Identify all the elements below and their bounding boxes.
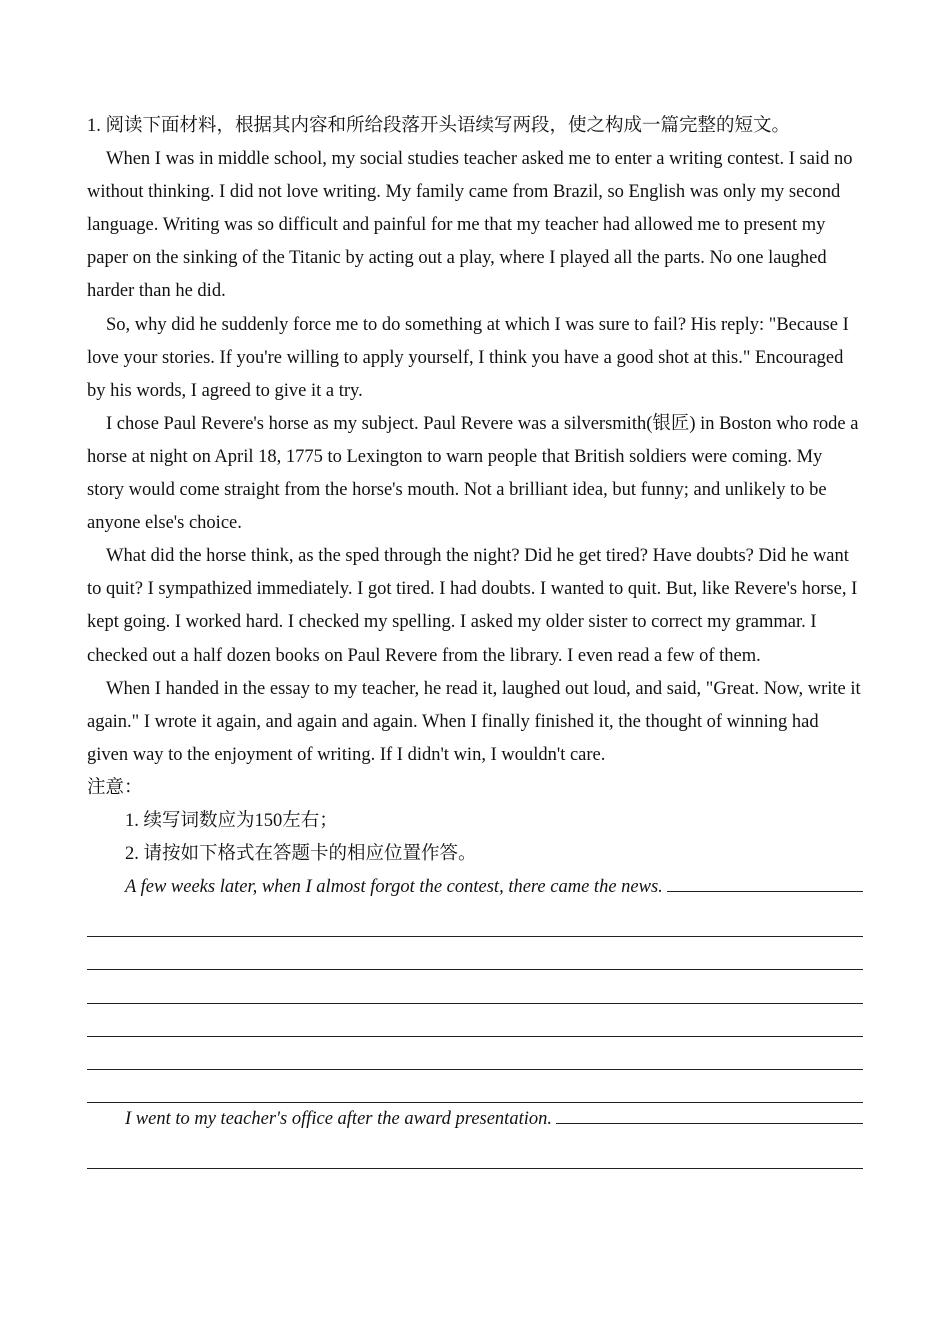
passage-paragraph: I chose Paul Revere's horse as my subject. Paul Revere was a silversmith(银匠) in Boston who rode a horse at night on April 18, 1775 to Lexington to warn people that British soldiers were coming. My story would come straight from the horse's mouth. Not a brilliant idea, but funny; and unlikely to be anyone else's choice.: [87, 413, 859, 534]
answer-line[interactable]: [87, 1037, 863, 1070]
answer-line[interactable]: [87, 1136, 863, 1169]
answer-line[interactable]: [87, 937, 863, 970]
answer-line[interactable]: [87, 970, 863, 1003]
passage-paragraph: When I was in middle school, my social studies teacher asked me to enter a writing contest. I said no without thinking. I did not love writing. My family came from Brazil, so English was only my second language. Writing was so difficult and painful for me that my teacher had allowed me to present my paper on the sinking of the Titanic by acting out a play, where I played all the parts. No one laughed harder than he did.: [87, 149, 853, 302]
note-item: 1. 续写词数应为150左右；: [125, 810, 338, 831]
question-instruction: [87, 110, 863, 143]
answer-line[interactable]: [87, 1070, 863, 1103]
answer-blank[interactable]: [556, 1103, 863, 1124]
answer-blank[interactable]: [667, 871, 863, 892]
instruction-text: 阅读下面材料，根据其内容和所给段落开头语续写两段，使之构成一篇完整的短文。: [105, 116, 791, 136]
notes-heading: 注意：: [87, 777, 143, 798]
passage-paragraph: What did the horse think, as the sped through the night? Did he get tired? Have doubts? Did he want to quit? I sympathized immediately. I got tired. I had doubts. I wanted to quit. But, like Revere's horse, I kept going. I worked hard. I checked my spelling. I asked my older sister to correct my grammar. I checked out a half dozen books on Paul Revere from the library. I even read a few of them.: [87, 546, 858, 666]
passage-paragraph: So, why did he suddenly force me to do something at which I was sure to fail? His reply: "Because I love your stories. If you're willing to apply yourself, I think you have a good shot at this." Encouraged by his words, I agreed to give it a try.: [87, 314, 849, 401]
paragraph2-opening: I went to my teacher's office after the award presentation.: [125, 1108, 552, 1129]
question-number: 1.: [87, 116, 101, 136]
answer-line[interactable]: [87, 1004, 863, 1037]
answer-line[interactable]: [87, 904, 863, 937]
paragraph1-opening-line: [87, 871, 863, 904]
paragraph2-opening-line: [87, 1103, 863, 1136]
worksheet-page: [87, 110, 863, 1169]
note-item: 2. 请按如下格式在答题卡的相应位置作答。: [125, 844, 477, 865]
passage-paragraph: When I handed in the essay to my teacher, he read it, laughed out loud, and said, "Great. Now, write it again." I wrote it again, and again and again. When I finally finished it, the thought of winning had given way to the enjoyment of writing. If I didn't win, I wouldn't care.: [87, 678, 861, 765]
paragraph1-opening: A few weeks later, when I almost forgot the contest, there came the news.: [125, 877, 663, 898]
